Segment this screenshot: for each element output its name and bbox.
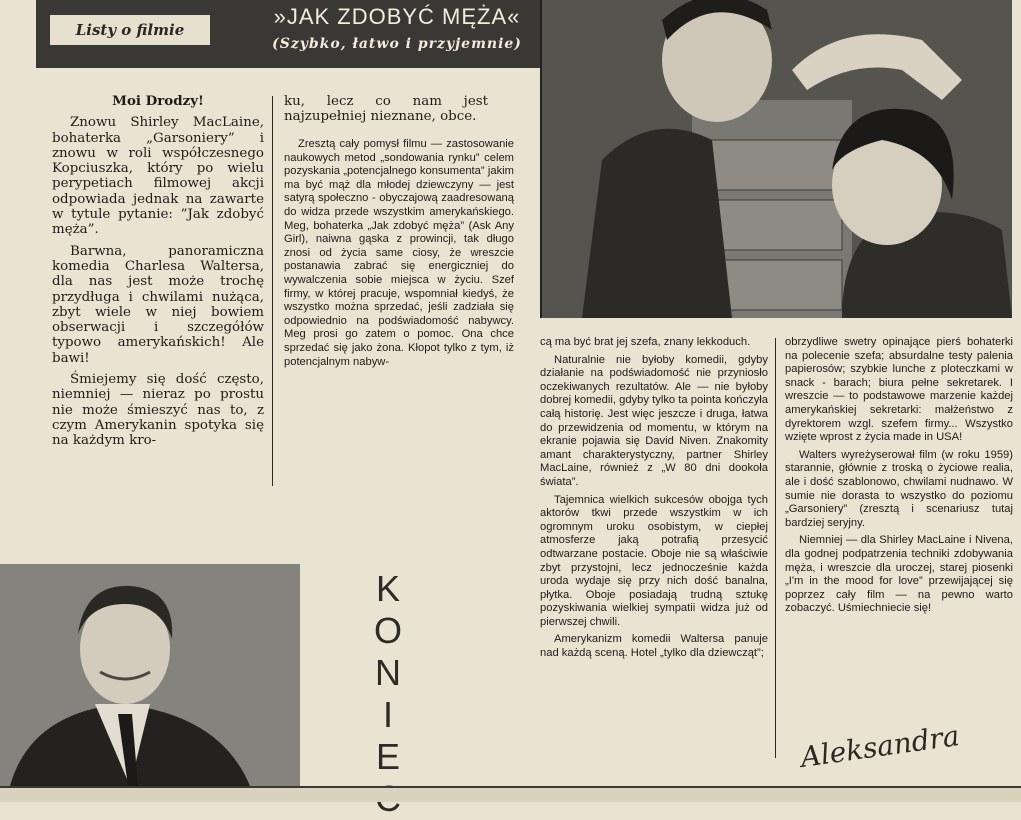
paragraph: Walters wyreżyserował film (w roku 1959) starannie, głównie z troską o życiowe realia, ale i dość szablonowo, chwilami nudnawo. W sumie nie dorasta to wszystko do poziomu „Garsoniery” (zresztą i scenariusz tutaj bardziej seryjny. bbox=[785, 448, 1013, 529]
column-label: Listy o filmie bbox=[75, 21, 185, 39]
film-still-illustration bbox=[542, 0, 1012, 318]
paragraph: Naturalnie nie byłoby komedii, gdyby działanie na podświadomość nie przyniosło oczekiwanych rezultatów. Ale — nie byłoby dobrej komedii, gdyby tylko ta pointa kończyła całą historię. Jest więc jeszcze i druga, łatwa do przewidzenia od momentu, w którym na ekranie pojawia się David Niven. Znakomity amant charakterystyczny, partner Shirley MacLaine, również z „W 80 dni dookoła świata”. bbox=[540, 353, 768, 488]
text-column-2 bbox=[284, 94, 488, 131]
portrait-photo bbox=[0, 564, 300, 786]
koniec-letter: O bbox=[373, 610, 402, 651]
koniec-letter: E bbox=[375, 736, 400, 777]
paragraph: ku, lecz co nam jest najzupełniej nieznane, obce. bbox=[284, 94, 488, 125]
column-divider bbox=[775, 338, 776, 758]
koniec-letter: I bbox=[382, 694, 393, 735]
text-column-3 bbox=[540, 336, 768, 665]
text-column-1 bbox=[52, 94, 264, 455]
koniec-end-mark bbox=[368, 568, 408, 788]
article-subtitle: (Szybko, łatwo i przyjemnie) bbox=[272, 36, 522, 52]
column-divider bbox=[272, 96, 273, 486]
paragraph: Zresztą cały pomysł filmu — zastosowanie naukowych metod „sondowania rynku” celem pozyskania „potencjalnego konsumenta” jakim ma być mąż dla młodej dziewczyny — jest satyrą społeczno - obyczajową zaadresowaną do widza przede wszystkim amerykańskiego. Meg, bohaterka „Jak zdobyć męża” (Ask Any Girl), naiwna gąska z prowincji, tak długo znosi od życia same ciosy, że wreszcie postanawia zabrać się energiczniej do wywalczenia sobie miejsca w życiu. Szef firmy, w której pracuje, wspomniał kiedyś, że wszystko można sprzedać, jeśli zadziała się odpowiednio na podświadomość nabywcy. Meg prosi go zatem o pomoc. Ona chce sprzedać się jako żona. Kłopot tylko z tym, iż potencjalnym nabyw- bbox=[284, 138, 514, 368]
paragraph: Niemniej — dla Shirley MacLaine i Nivena, dla godnej podpatrzenia techniki zdobywania męża, i wreszcie dla uroczej, starej piosenki „I'm in the mood for love” przewijającej się poprzez cały film — na pewno warto zobaczyć. Uśmiechniecie się! bbox=[785, 534, 1013, 615]
paragraph: Tajemnica wielkich sukcesów obojga tych aktorów tkwi przede wszystkim w ich ogromnym uroku osobistym, w ciepłej atmosferze jaką potrafią przesycić odtwarzane postacie. Oboje nie są właściwie zbyt przystojni, lecz jednocześnie każda uroda wydaje się przy nich dość banalna, płytka. Oboje posiadają trudną sztukę pozyskiwania wielkiej sympatii widza już od pierwszej chwili. bbox=[540, 493, 768, 628]
portrait-illustration bbox=[0, 564, 300, 786]
column-label-box bbox=[50, 15, 210, 45]
koniec-letter: K bbox=[375, 568, 400, 609]
paragraph: Barwna, panoramiczna komedia Charlesa Waltersa, dla nas jest może trochę przydługa i chwilami nużąca, zbyt wiele w niej bowiem obserwacji i szczegółów typowo amerykańskich! Ale bawi! bbox=[52, 243, 264, 366]
paragraph: Znowu Shirley MacLaine, bohaterka „Garsoniery” i znowu w roli współczesnego Kopciuszka, który po wielu perypetiach filmowej akcji odpowiada jednak na zawarte w tytule pytanie: ”Jak zdobyć męża”. bbox=[52, 115, 264, 238]
koniec-letter: N bbox=[375, 652, 401, 693]
paragraph: cą ma być brat jej szefa, znany lekkoduch. bbox=[540, 336, 751, 348]
text-column-4 bbox=[785, 336, 1013, 620]
paragraph: Śmiejemy się dość często, niemniej — nieraz po prostu nie może śmieszyć nas to, z czym Amerykanin spotyka się na każdym kro- bbox=[52, 372, 264, 449]
film-still-photo bbox=[540, 0, 1012, 318]
author-signature: Aleksandra bbox=[798, 719, 962, 774]
text-column-2-body bbox=[284, 138, 514, 373]
article-headline: »JAK ZDOBYĆ MĘŻA« bbox=[273, 4, 521, 29]
paragraph: Amerykanizm komedii Waltersa panuje nad każdą sceną. Hotel „tylko dla dziewcząt”; bbox=[540, 633, 768, 660]
paragraph: obrzydliwe swetry opinające pierś bohaterki na polecenie szefa; absurdalne testy palenia papierosów; szybkie lunche z ploteczkami w snack - barach; biura pełne sekretarek. I wreszcie — to podstawowe marzenie każdej amerykańskiej sekretarki: małżeństwo z dyrektorem wzgl. szefem firmy... Wszystko wzięte wprost z życia made in USA! bbox=[785, 336, 1013, 444]
greeting: Moi Drodzy! bbox=[112, 93, 204, 109]
